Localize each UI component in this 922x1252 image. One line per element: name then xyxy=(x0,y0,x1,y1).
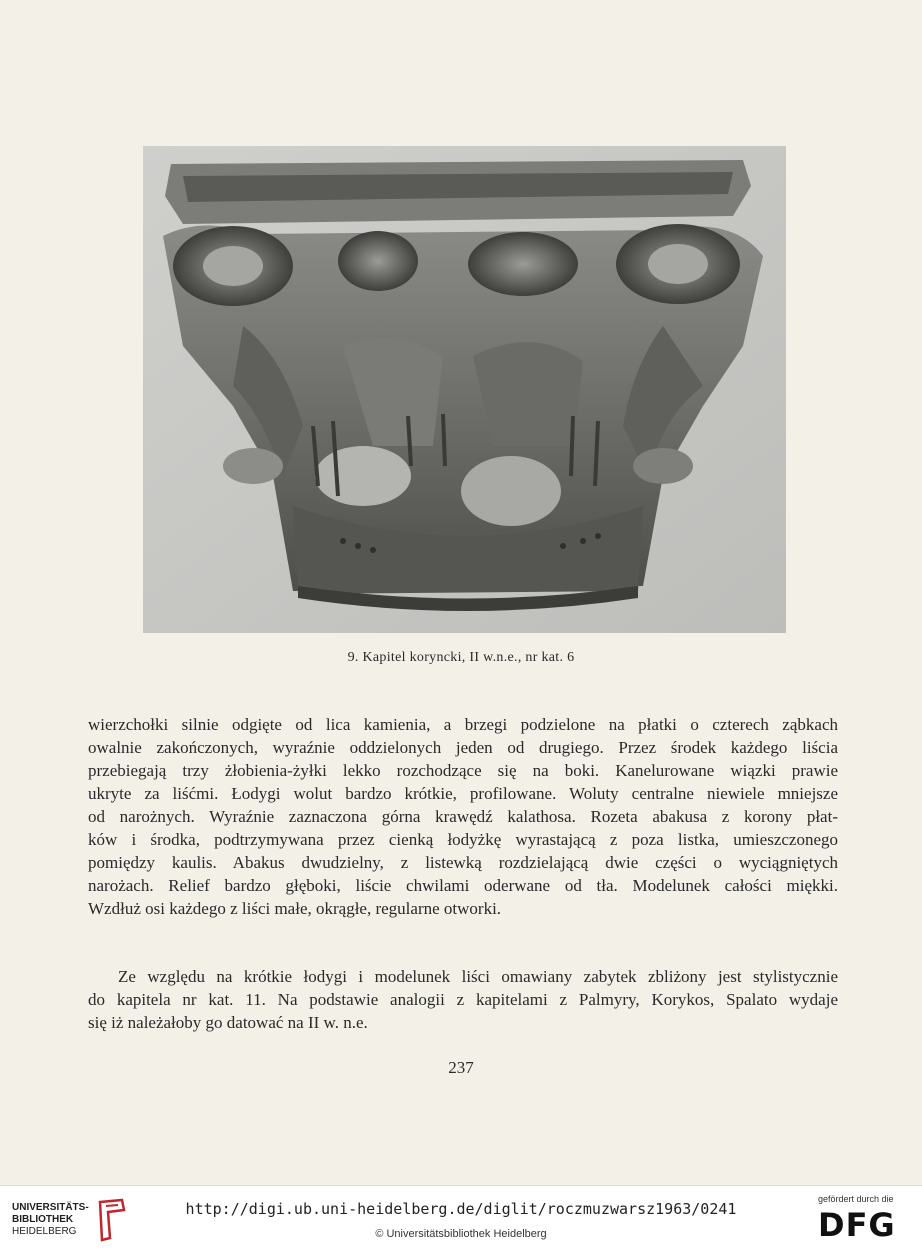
text-line: wierzchołki silnie odgięte od lica kamienia, a brzegi podzielone na płatki o czterech ząbkach xyxy=(88,715,838,734)
dfg-logo[interactable] xyxy=(818,1194,913,1244)
text-line: się iż należałoby go datować na II w. n.e. xyxy=(88,1013,368,1032)
text-line: Ze względu na krótkie łodygi i modelunek liści omawiany zabytek zbliżony jest stylistycznie xyxy=(118,967,838,986)
text-line: pomiędzy kaulis. Abakus dwudzielny, z listewką rozdzielającą dwie części o wyciągniętych xyxy=(88,853,838,872)
corinthian-capital-photo xyxy=(143,146,786,633)
text-line: ukryte za liśćmi. Łodygi wolut bardzo krótkie, profilowane. Woluty centralne niewiele mniejsze xyxy=(88,784,838,803)
text-line: narożach. Relief bardzo głęboki, liście chwilami oderwane od tła. Modelunek całości miękki. xyxy=(88,876,838,895)
footer-bar xyxy=(0,1185,922,1252)
text-line: od narożnych. Wyraźnie zaznaczona górna krawędź kalathosa. Rozeta abakusa z korony płat- xyxy=(88,807,838,826)
library-name-line1: UNIVERSITÄTS- xyxy=(12,1202,89,1213)
text-line: do kapitela nr kat. 11. Na podstawie analogii z kapitelami z Palmyry, Korykos, Spalato wydaje xyxy=(88,990,838,1009)
text-line: przebiegają trzy żłobienia-żyłki lekko rozchodzące się na boki. Kanelurowane wiązki prawie xyxy=(88,761,838,780)
text-line: owalnie zakończonych, wyraźnie oddzielonych jeden od drugiego. Przez środek każdego liścia xyxy=(88,738,838,757)
permalink-url[interactable]: http://digi.ub.uni-heidelberg.de/diglit/roczmuzwarsz1963/0241 xyxy=(185,1200,737,1218)
text-line: Wzdłuż osi każdego z liści małe, okrągłe, regularne otworki. xyxy=(88,899,502,918)
funder-caption: gefördert durch die xyxy=(818,1194,894,1204)
capital-illustration xyxy=(143,146,786,633)
library-name-line3: HEIDELBERG xyxy=(12,1226,77,1237)
page-number: 237 xyxy=(448,1058,474,1077)
copyright-notice: © Universitätsbibliothek Heidelberg xyxy=(375,1228,547,1240)
paragraph-2 xyxy=(88,965,838,1034)
text-line: ków i środka, podtrzymywana przez cienką łodyżkę wyrastającą z poza listka, umieszczonego xyxy=(88,830,838,849)
library-name-line2: BIBLIOTHEK xyxy=(12,1214,74,1225)
figure-caption: 9. Kapitel koryncki, II w.n.e., nr kat. 6 xyxy=(347,650,575,665)
funder-name: DFG xyxy=(818,1206,896,1244)
paragraph-1 xyxy=(88,713,838,920)
